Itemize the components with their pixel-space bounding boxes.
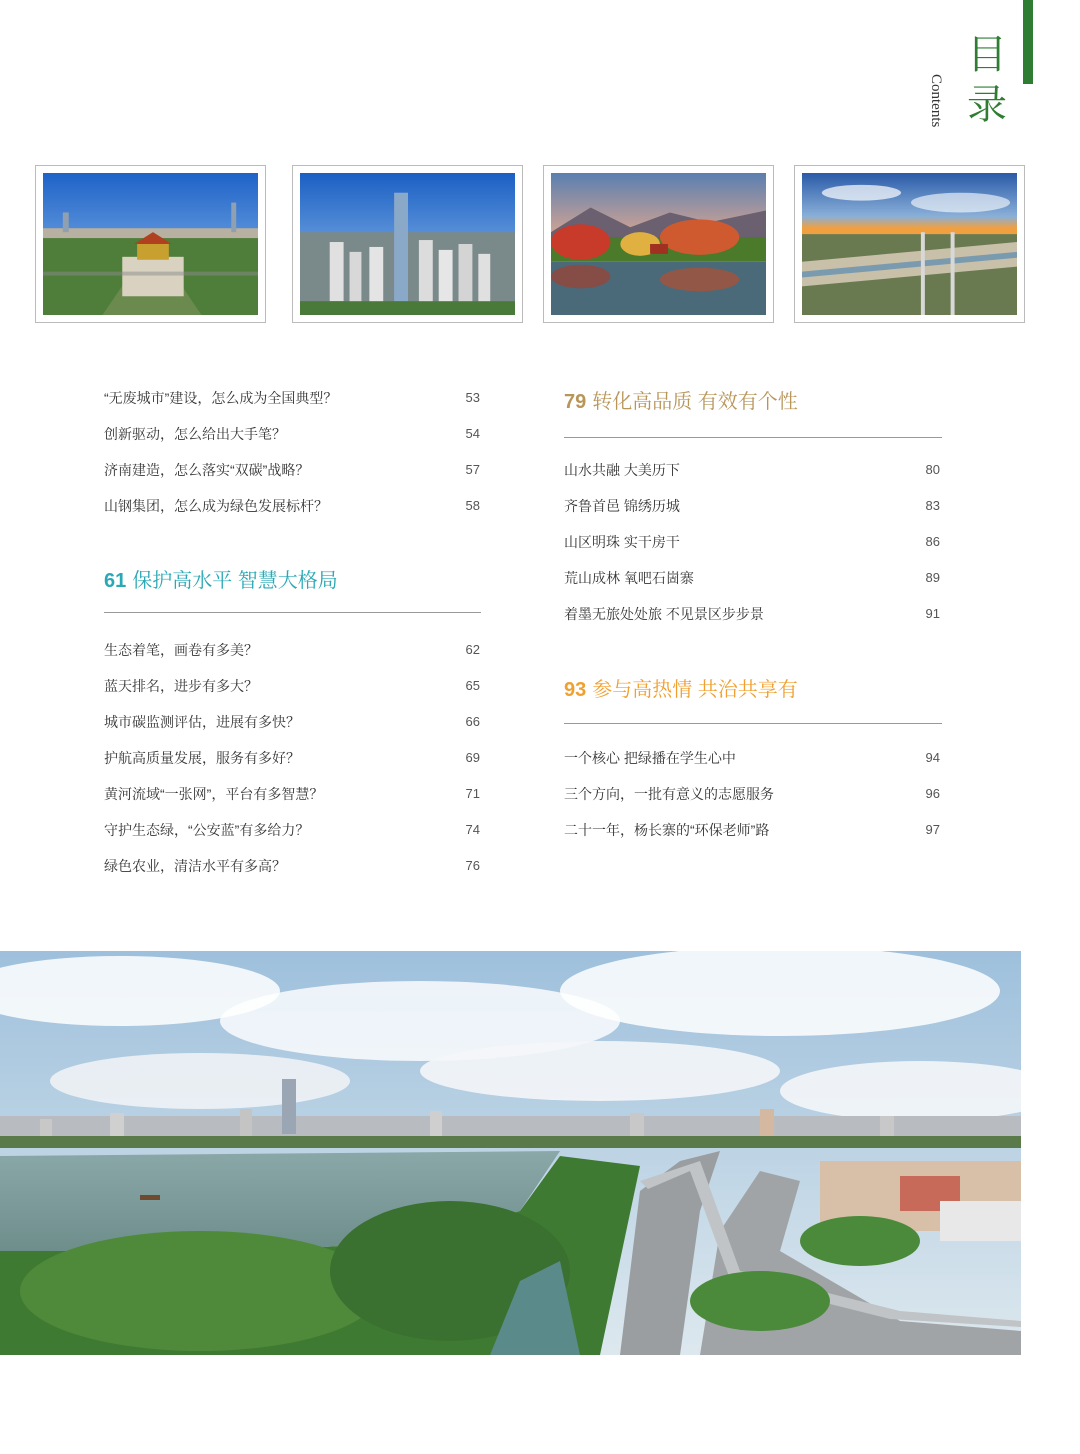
- toc-entry-title: 蓝天排名，进步有多大？: [104, 678, 258, 694]
- toc-entry-page: 53: [465, 390, 480, 405]
- section-title: 参与高热情 共治共享有: [592, 679, 798, 701]
- toc-entry[interactable]: [564, 568, 940, 588]
- section-heading-61[interactable]: [104, 567, 338, 595]
- toc-entry-page: 97: [925, 822, 940, 837]
- toc-entry-page: 83: [925, 498, 940, 513]
- toc-entry-title: 守护生态绿，“公安蓝”有多给力？: [104, 822, 310, 838]
- toc-entry-page: 76: [465, 858, 480, 873]
- photo-lake-city-highway: [0, 951, 1021, 1355]
- toc-entry-title: 山水共融 大美历下: [564, 462, 680, 478]
- toc-entry-page: 65: [465, 678, 480, 693]
- photo-city-towers: [300, 173, 515, 315]
- toc-entry-page: 54: [465, 426, 480, 441]
- toc-entry-title: 荒山成林 氧吧石崮寨: [564, 570, 694, 586]
- section-number: 61: [104, 570, 127, 592]
- toc-entry-title: 黄河流域“一张网”，平台有多智慧？: [104, 786, 324, 802]
- toc-entry-title: 城市碳监测评估，进展有多快？: [104, 714, 300, 730]
- section-title: 保护高水平 智慧大格局: [132, 570, 338, 592]
- section-heading-79[interactable]: [564, 388, 798, 416]
- toc-entry-page: 66: [465, 714, 480, 729]
- toc-entry[interactable]: [564, 496, 940, 516]
- section-divider: [104, 612, 481, 613]
- toc-entry[interactable]: [104, 424, 480, 444]
- photo-autumn-lake: [551, 173, 766, 315]
- toc-entry-title: 齐鲁首邑 锦绣历城: [564, 498, 680, 514]
- toc-entry-page: 94: [925, 750, 940, 765]
- section-number: 93: [564, 679, 587, 701]
- toc-entry[interactable]: [104, 460, 480, 480]
- toc-entry[interactable]: [564, 784, 940, 804]
- toc-entry[interactable]: [564, 604, 940, 624]
- toc-entry-title: 一个核心 把绿播在学生心中: [564, 750, 736, 766]
- thumbnail-photo-1: [35, 165, 266, 323]
- toc-entry[interactable]: [564, 820, 940, 840]
- toc-entry[interactable]: [104, 388, 480, 408]
- toc-entry-page: 57: [465, 462, 480, 477]
- title-cn: 目录: [967, 32, 1007, 128]
- toc-entry[interactable]: [104, 712, 480, 732]
- toc-entry-title: 护航高质量发展，服务有多好？: [104, 750, 300, 766]
- title-en: Contents: [928, 74, 944, 128]
- toc-entry-title: 二十一年，杨长寨的“环保老师”路: [564, 822, 770, 838]
- accent-bar: [1023, 0, 1033, 84]
- toc-entry-title: 山区明珠 实干房干: [564, 534, 680, 550]
- city-panorama-photo: [0, 951, 1021, 1355]
- toc-entry-title: 创新驱动，怎么给出大手笔？: [104, 426, 286, 442]
- toc-entry-page: 62: [465, 642, 480, 657]
- section-divider: [564, 723, 942, 724]
- photo-river-sunset: [802, 173, 1017, 315]
- toc-entry-title: 着墨无旅处处旅 不见景区步步景: [564, 606, 764, 622]
- toc-entry[interactable]: [104, 496, 480, 516]
- thumbnail-photo-2: [292, 165, 523, 323]
- toc-entry-title: 三个方向，一批有意义的志愿服务: [564, 786, 774, 802]
- toc-entry[interactable]: [564, 460, 940, 480]
- toc-entry[interactable]: [104, 676, 480, 696]
- toc-entry-page: 96: [925, 786, 940, 801]
- toc-entry-page: 71: [465, 786, 480, 801]
- toc-entry-title: 绿色农业，清洁水平有多高？: [104, 858, 286, 874]
- toc-entry[interactable]: [104, 820, 480, 840]
- toc-entry[interactable]: [564, 532, 940, 552]
- section-heading-93[interactable]: [564, 676, 798, 704]
- toc-entry[interactable]: [104, 856, 480, 876]
- section-divider: [564, 437, 942, 438]
- thumbnail-photo-4: [794, 165, 1025, 323]
- toc-entry-page: 86: [925, 534, 940, 549]
- toc-entry[interactable]: [104, 640, 480, 660]
- thumbnail-photo-3: [543, 165, 774, 323]
- toc-entry-title: 济南建造，怎么落实“双碳”战略？: [104, 462, 310, 478]
- toc-entry-page: 91: [925, 606, 940, 621]
- toc-entry[interactable]: [564, 748, 940, 768]
- toc-entry[interactable]: [104, 784, 480, 804]
- toc-entry[interactable]: [104, 748, 480, 768]
- page-title: [928, 30, 1018, 150]
- toc-entry-page: 58: [465, 498, 480, 513]
- toc-entry-page: 80: [925, 462, 940, 477]
- toc-entry-title: 山钢集团，怎么成为绿色发展标杆？: [104, 498, 328, 514]
- photo-pavilion-aerial: [43, 173, 258, 315]
- toc-entry-title: 生态着笔，画卷有多美？: [104, 642, 258, 658]
- section-number: 79: [564, 391, 587, 413]
- section-title: 转化高品质 有效有个性: [592, 391, 798, 413]
- toc-entry-page: 69: [465, 750, 480, 765]
- toc-entry-page: 89: [925, 570, 940, 585]
- toc-entry-title: “无废城市”建设，怎么成为全国典型？: [104, 390, 338, 406]
- toc-entry-page: 74: [465, 822, 480, 837]
